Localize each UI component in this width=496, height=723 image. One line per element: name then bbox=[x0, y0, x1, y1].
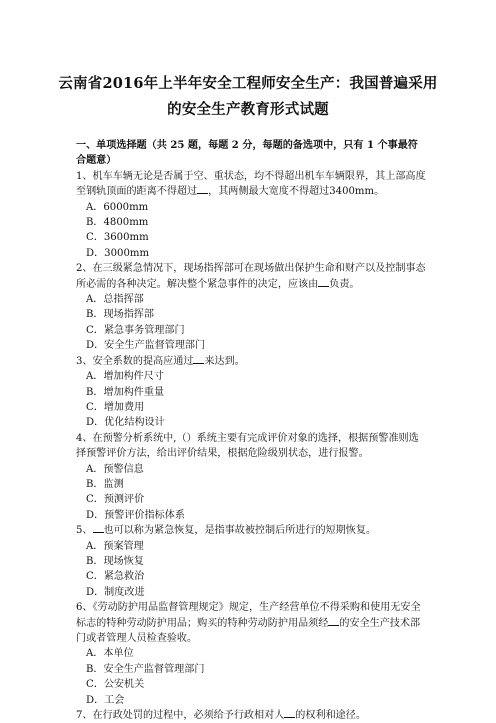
answer-blank bbox=[318, 277, 329, 287]
option-b: B．增加构件重量 bbox=[86, 386, 165, 398]
question-stem bbox=[76, 523, 426, 538]
question-stem: 4、在预警分析系统中,（）系统主要有完成评价对象的选择，根据预警准则选择预警评价方法，给出评价结果，根据危险级别状态，进行报警。 bbox=[76, 432, 419, 460]
question-stem bbox=[76, 600, 426, 646]
option-a: A．6000mm bbox=[86, 201, 149, 213]
stem-text: 5、 bbox=[76, 525, 93, 537]
option-d: D．安全生产监督管理部门 bbox=[86, 340, 206, 352]
stem-text: 负责。 bbox=[329, 278, 360, 290]
option-d: D．预警评价指标体系 bbox=[86, 509, 185, 521]
option-b: B．4800mm bbox=[86, 217, 149, 229]
question-1 bbox=[76, 169, 426, 261]
question-stem bbox=[76, 708, 426, 723]
option-d: D．优化结构设计 bbox=[86, 417, 165, 429]
stem-text: 3、安全系数的提高应通过 bbox=[76, 355, 194, 367]
option-c: C．增加费用 bbox=[86, 401, 145, 413]
stem-text: 也可以称为紧急恢复，是指事故被控制后所进行的短期恢复。 bbox=[103, 525, 377, 537]
stem-text: 的权利和途径。 bbox=[295, 710, 366, 722]
answer-blank bbox=[193, 354, 204, 364]
option-a: A．预案管理 bbox=[86, 540, 144, 552]
stem-text: ，其两侧最大宽度不得超过3400mm。 bbox=[208, 186, 385, 198]
document-title-line-1: 云南省2016年上半年安全工程师安全生产：我国普遍采用 bbox=[58, 75, 438, 92]
question-3 bbox=[76, 354, 426, 431]
option-c: C．紧急事务管理部门 bbox=[86, 324, 185, 336]
stem-text: 7、在行政处罚的过程中，必须给予行政相对人 bbox=[76, 710, 285, 722]
option-a: A．总指挥部 bbox=[86, 294, 144, 306]
answer-blank bbox=[197, 184, 208, 194]
question-2 bbox=[76, 261, 426, 353]
question-stem bbox=[76, 169, 426, 200]
answer-blank bbox=[93, 523, 104, 533]
option-d: D．工会 bbox=[86, 694, 125, 706]
stem-text: 2、在三级紧急情况下，现场指挥部可在现场做出保护生命和财产以及控制事态所必需的各种决定。解决整个紧急事件的决定，应该由 bbox=[76, 263, 426, 290]
answer-blank bbox=[328, 616, 339, 626]
question-stem bbox=[76, 354, 426, 369]
option-b: B．监测 bbox=[86, 478, 124, 490]
option-b: B．现场恢复 bbox=[86, 555, 144, 567]
option-a: A．预警信息 bbox=[86, 463, 144, 475]
question-7 bbox=[76, 708, 426, 723]
stem-text: 6、《劳动防护用品监督管理规定》规定，生产经营单位不得采购和使用无安全标志的特种劳动防护用品；购买的特种劳动防护用品须经 bbox=[76, 602, 421, 629]
question-stem bbox=[76, 261, 426, 292]
option-b: B．安全生产监督管理部门 bbox=[86, 663, 205, 675]
question-4 bbox=[76, 431, 426, 523]
stem-text: 来达到。 bbox=[204, 355, 245, 367]
option-d: D．3000mm bbox=[86, 247, 150, 259]
question-5 bbox=[76, 523, 426, 600]
question-6 bbox=[76, 600, 426, 708]
section-header: 一、单项选择题（共 25 题，每题 2 分，每题的备选项中，只有 1 个事最符合题意） bbox=[76, 140, 418, 167]
stem-text: 1、机车车辆无论是否属于空、重状态，均不得超出机车车辆限界，其上部高度至钢轨顶面的距离不得超过 bbox=[76, 170, 426, 198]
option-b: B．现场指挥部 bbox=[86, 309, 154, 321]
option-c: C．3600mm bbox=[86, 232, 149, 244]
document-title-line-2: 的安全生产教育形式试题 bbox=[167, 101, 329, 118]
option-a: A．本单位 bbox=[86, 648, 134, 660]
option-d: D．制度改进 bbox=[86, 586, 145, 598]
answer-blank bbox=[284, 708, 295, 718]
option-c: C．公安机关 bbox=[86, 679, 145, 691]
stem-text: 的安全生产技术部门或者管理人员检查验收。 bbox=[76, 617, 421, 644]
document-body bbox=[76, 138, 426, 723]
option-c: C．紧急救治 bbox=[86, 571, 145, 583]
option-c: C．预测评价 bbox=[86, 494, 145, 506]
option-a: A．增加构件尺寸 bbox=[86, 371, 164, 383]
